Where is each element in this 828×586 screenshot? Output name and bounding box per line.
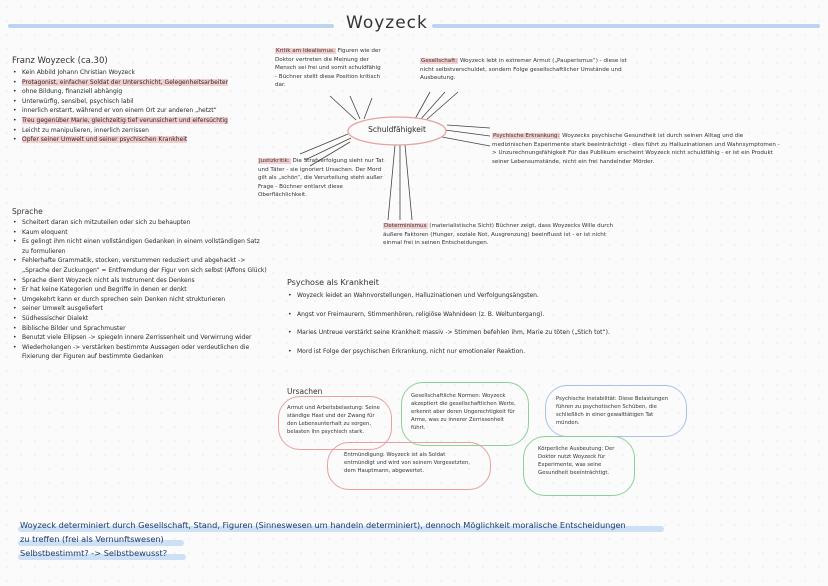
- psychose-list: [287, 291, 687, 356]
- list-item: • Leicht zu manipulieren, innerlich zerrissen: [12, 126, 268, 136]
- note-gesellschaft: Gesellschaft: Woyzeck lebt in extremer Armut („Pauperismus“) - diese ist nicht selbstverschuldet, sondern Folge gesellschaftlicher Umstände und Ausbeutung.: [420, 58, 627, 82]
- franz-heading: Franz Woyzeck (ca.30): [12, 56, 108, 66]
- cloud-armut: Armut und Arbeitsbelastung: Seine ständige Hast und der Zwang für den Lebensunterhalt zu sorgen, belasten ihn psychisch stark.: [278, 396, 392, 450]
- list-item: • Kein Abbild Johann Christian Woyzeck: [12, 68, 268, 78]
- list-item: • Er hat keine Kategorien und Begriffe in denen er denkt: [12, 285, 268, 295]
- list-item: • Scheitert daran sich mitzuteilen oder sich zu behaupten: [12, 218, 268, 228]
- psychose-heading: Psychose als Krankheit: [287, 278, 379, 287]
- list-item: • Woyzeck leidet an Wahnvorstellungen, Halluzinationen und Verfolgungsängsten.: [287, 291, 687, 301]
- conclusion-line2: zu treffen (frei als Vernunftswesen): [20, 534, 164, 544]
- note-determinismus: Determinismus (materialistische Sicht) Büchner zeigt, dass Woyzecks Wille durch äußere Faktoren (Hunger, soziale Not, Ausgrenzung) beeinflusst ist - er ist nicht einmal frei in seinen Entscheidungen.: [383, 223, 614, 247]
- list-item: • Umgekehrt kann er durch sprechen sein Denken nicht strukturieren: [12, 295, 268, 305]
- list-item: • Unterwürfig, sensibel, psychisch labil: [12, 97, 268, 107]
- note-kritik: Kritik am Idealismus: Figuren wie der Doktor vertreten die Meinung der Mensch sei frei und somit schuldfähig - Büchner stellt diese Position kritisch dar.: [275, 48, 381, 89]
- mindmap-center: Schuldfähigkeit: [368, 125, 426, 134]
- sprache-heading: Sprache: [12, 207, 43, 216]
- list-item: • seiner Umwelt ausgeliefert: [12, 304, 268, 314]
- list-item: • Protagonist, einfacher Soldat der Unterschicht, Gelegenheitsarbeiter: [12, 78, 268, 88]
- conclusion-line1: Woyzeck determiniert durch Gesellschaft, Stand, Figuren (Sinneswesen um handeln determiniert), dennoch Möglichkeit moralische Entscheidungen: [20, 520, 626, 530]
- list-item: • Mord ist Folge der psychischen Erkrankung, nicht nur emotionaler Reaktion.: [287, 347, 687, 357]
- ursachen-heading: Ursachen: [287, 387, 323, 396]
- cloud-entmuendigung: Entmündigung: Woyzeck ist als Soldat entmündigt und wird von seinem Vorgesetzten, dem Hauptmann, abgewertet.: [327, 442, 491, 490]
- list-item: • Kaum eloquent: [12, 228, 268, 238]
- list-item: • ohne Bildung, finanziell abhängig: [12, 87, 268, 97]
- psychose-section: [287, 278, 687, 356]
- list-item: • Fehlerhafte Grammatik, stocken, verstummen reduziert und abgehackt -> „Sprache der Zuckungen“ = Entfremdung der Figur von sich selbst (Affons Glück): [12, 256, 268, 275]
- cloud-ausbeutung: Körperliche Ausbeutung: Der Doktor nutzt Woyzeck für Experimente, was seine Gesundheit beeinträchtigt.: [523, 436, 635, 496]
- list-item: • Wiederholungen -> verstärken bestimmte Aussagen oder verdeutlichen die Fixierung der Figuren auf bestimmte Gedanken: [12, 343, 268, 362]
- list-item: • Benutzt viele Ellipsen -> spiegeln innere Zerrissenheit und Verwirrung wider: [12, 333, 268, 343]
- list-item: • Sprache dient Woyzeck nicht als Instrument des Denkens: [12, 276, 268, 286]
- page-title: Woyzeck: [346, 13, 428, 33]
- note-justiz: Justizkritik: Die Strafverfolgung sieht nur Tat und Täter - sie ignoriert Ursachen. Der Mord gilt als „schön“, die Verurteilung steht außer Frage - Büchner entlarvt diese Oberflächlichkeit.: [258, 158, 384, 199]
- note-psychisch: Psychische Erkrankung: Woyzecks psychische Gesundheit ist durch seinen Alltag und die medizinischen Experimente stark beeinträchtigt - dies führt zu Halluzinationen und Wahnsymptomen -> Unzurechnungsfähigkeit Für das Publikum erscheint Woyzeck nicht schuldfähig - er ist ein Produkt seiner Lebensumstände, nicht ein frei handelnder Mörder.: [492, 133, 780, 165]
- list-item: • Opfer seiner Umwelt und seiner psychischen Krankheit: [12, 135, 268, 145]
- cloud-normen: Gesellschaftliche Normen: Woyzeck akzeptiert die gesellschaftlichen Werte, erkennt aber deren Ungerechtigkeit für Arme, was zu innerer Zerrissenheit führt.: [401, 382, 529, 446]
- list-item: • Treu gegenüber Marie, gleichzeitig tief verunsichert und eifersüchtig: [12, 116, 268, 126]
- conclusion-line3: Selbstbestimmt? -> Selbstbewusst?: [20, 548, 168, 558]
- list-item: • Maries Untreue verstärkt seine Krankheit massiv -> Stimmen befehlen ihm, Marie zu töten („Stich tot“).: [287, 328, 687, 338]
- cloud-instabilitaet: Psychische Instabilität: Diese Belastungen führen zu psychotischen Schüben, die schließlich in einer gewalttätigen Tat münden.: [545, 385, 687, 437]
- list-item: • Es gelingt ihm nicht einen vollständigen Gedanken in einem vollständigen Satz zu formulieren: [12, 237, 268, 256]
- list-item: • innerlich erstarrt, während er von einem Ort zur anderen „hetzt“: [12, 106, 268, 116]
- list-item: • Südhessischer Dialekt: [12, 314, 268, 324]
- conclusion: [20, 518, 820, 560]
- list-item: • Angst vor Freimaurern, Stimmenhören, religiöse Wahnideen (z. B. Weltuntergang).: [287, 310, 687, 320]
- list-item: • Biblische Bilder und Sprachmuster: [12, 324, 268, 334]
